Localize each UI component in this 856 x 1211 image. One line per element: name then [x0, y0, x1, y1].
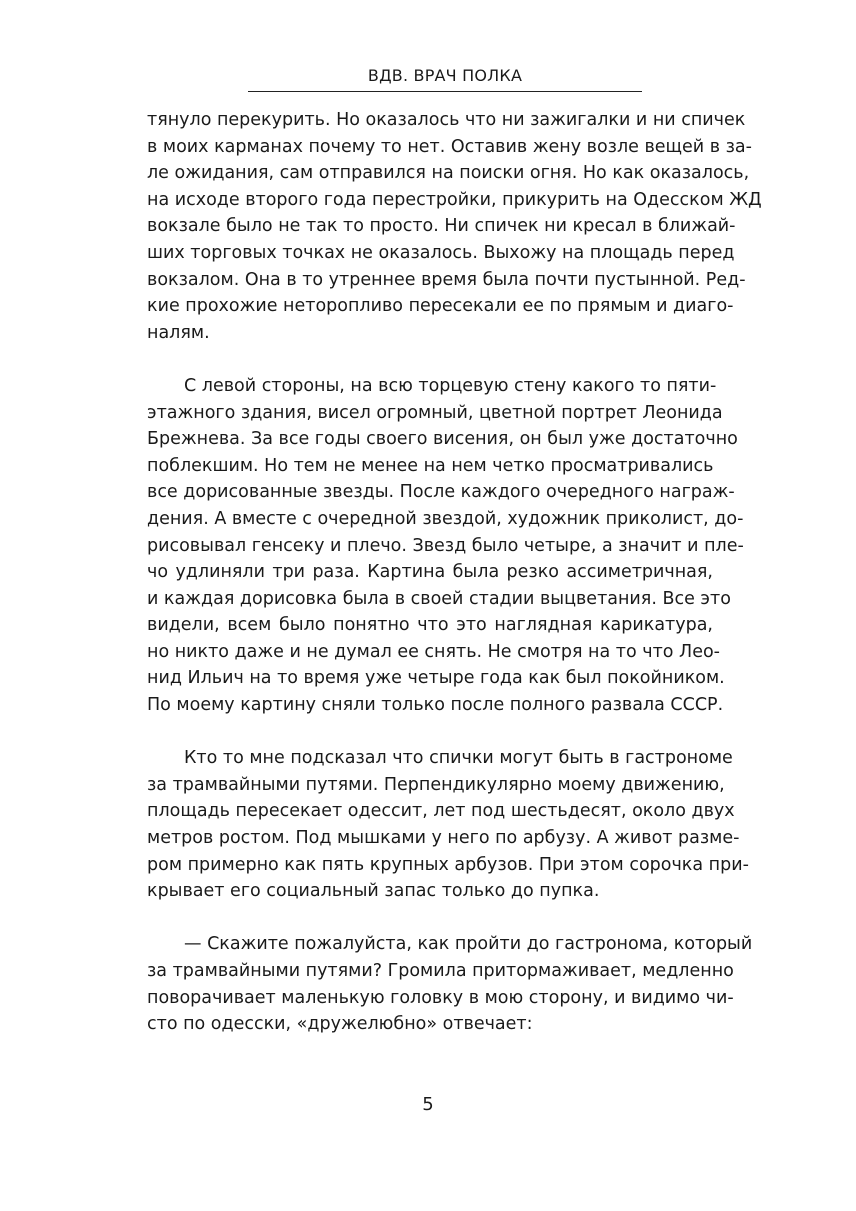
- text-line: вокзалом. Она в то утреннее время была почти пустынной. Ред-: [147, 269, 746, 290]
- paragraph-4: [147, 931, 753, 1037]
- body-text: [147, 107, 762, 1038]
- text-line: но никто даже и не думал ее снять. Не смотря на то что Лео-: [147, 641, 720, 662]
- text-line: — Скажите пожалуйста, как пройти до гастронома, который: [184, 934, 753, 955]
- text-line: площадь пересекает одессит, лет под шестьдесят, около двух: [147, 801, 735, 822]
- text-line: кие прохожие неторопливо пересекали ее по прямым и диаго-: [147, 296, 734, 317]
- text-line: ших торговых точках не оказалось. Выхожу на площадь перед: [147, 242, 735, 263]
- text-line: С левой стороны, на всю торцевую стену какого то пяти-: [184, 375, 717, 396]
- text-line: По моему картину сняли только после полного развала СССР.: [147, 695, 724, 716]
- text-line: Кто то мне подсказал что спички могут быть в гастрономе: [184, 748, 733, 769]
- header-rule: [248, 91, 642, 92]
- text-line: рисовывал генсеку и плечо. Звезд было четыре, а значит и пле-: [147, 535, 744, 556]
- text-line: нид Ильич на то время уже четыре года как был покойником.: [147, 668, 725, 689]
- text-line: ле ожидания, сам отправился на поиски огня. Но как оказалось,: [147, 163, 750, 184]
- paragraph-3: [147, 745, 749, 905]
- paragraph-2: [147, 373, 744, 719]
- text-line: метров ростом. Под мышками у него по арбузу. А живот разме-: [147, 828, 740, 849]
- text-line: ром примерно как пять крупных арбузов. При этом сорочка при-: [147, 854, 749, 875]
- text-line: видели, всем было понятно что это наглядная карикатура,: [147, 615, 713, 636]
- text-line: Брежнева. За все годы своего висения, он был уже достаточно: [147, 429, 738, 450]
- running-header: ВДВ. ВРАЧ ПОЛКА: [367, 66, 523, 85]
- text-line: все дорисованные звезды. После каждого очередного награж-: [147, 482, 735, 503]
- page-number: 5: [422, 1094, 434, 1115]
- text-line: поблекшим. Но тем не менее на нем четко просматривались: [147, 455, 714, 476]
- text-line: дения. А вместе с очередной звездой, художник приколист, до-: [147, 508, 744, 529]
- paragraph-1: [147, 107, 762, 346]
- text-line: чо удлиняли три раза. Картина была резко ассиметричная,: [147, 562, 713, 583]
- text-line: налям.: [147, 322, 210, 343]
- text-line: сто по одесски, «дружелюбно» отвечает:: [147, 1014, 533, 1035]
- text-line: на исходе второго года перестройки, прикурить на Одесском ЖД: [147, 189, 762, 210]
- text-line: этажного здания, висел огромный, цветной портрет Леонида: [147, 402, 723, 423]
- text-line: за трамвайными путями? Громила притормаживает, медленно: [147, 961, 734, 981]
- text-line: крывает его социальный запас только до пупка.: [147, 881, 600, 902]
- text-line: в моих карманах почему то нет. Оставив жену возле вещей в за-: [147, 136, 752, 157]
- text-line: за трамвайными путями. Перпендикулярно моему движению,: [147, 774, 725, 795]
- text-line: поворачивает маленькую головку в мою сторону, и видимо чи-: [147, 987, 734, 1008]
- text-line: тянуло перекурить. Но оказалось что ни зажигалки и ни спичек: [147, 110, 746, 130]
- text-line: и каждая дорисовка была в своей стадии выцветания. Все это: [147, 588, 731, 609]
- text-line: вокзале было не так то просто. Ни спичек ни кресал в ближай-: [147, 216, 736, 237]
